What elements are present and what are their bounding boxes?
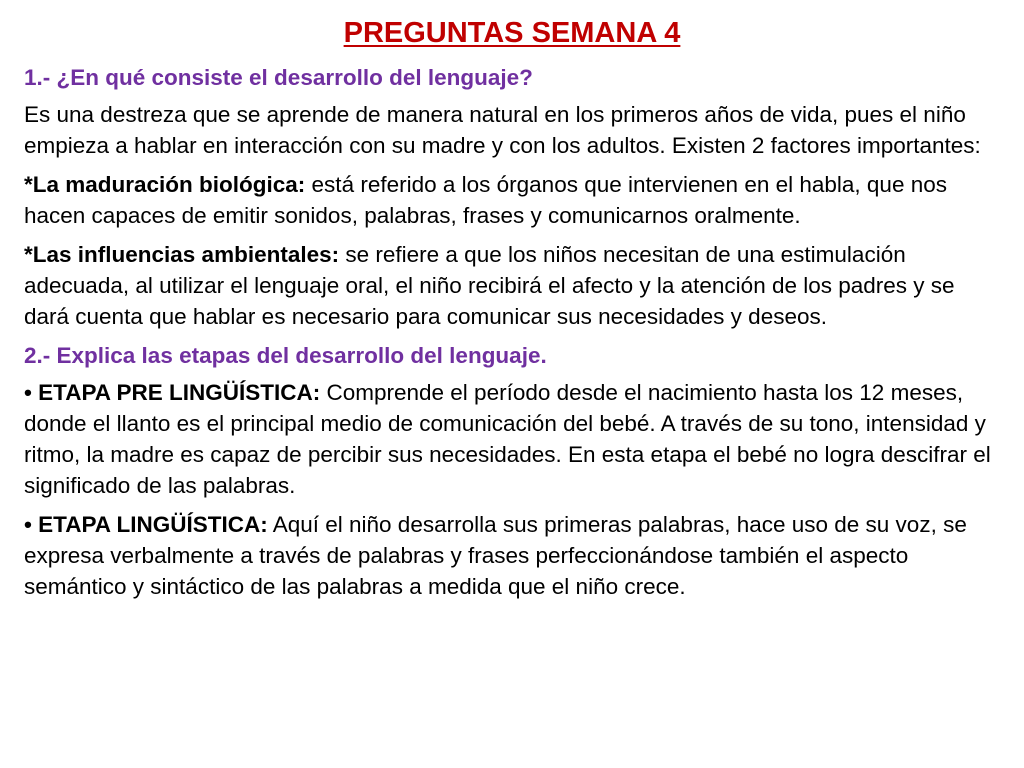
stage-prelinguistic [24, 377, 1000, 501]
question-1: 1.- ¿En qué consiste el desarrollo del lenguaje? [24, 65, 533, 90]
slide-content [24, 62, 1000, 610]
factor-environmental-text: se refiere a que los niños necesitan de una estimulación adecuada, al utilizar el lenguaje oral, el niño recibirá el afecto y la atención de los padres y se dará cuenta que hablar es necesario para comunicar sus necesidades y deseos. [24, 242, 955, 329]
factor-biological-text: está referido a los órganos que intervienen en el habla, que nos hacen capaces de emitir sonidos, palabras, frases y comunicarnos oralmente. [24, 172, 947, 228]
factor-biological-term: *La maduración biológica: [24, 172, 306, 197]
stage-linguistic-term: • ETAPA LINGÜÍSTICA: [24, 512, 268, 537]
stage-prelinguistic-term: • ETAPA PRE LINGÜÍSTICA: [24, 380, 321, 405]
stage-linguistic [24, 509, 1000, 602]
factor-environmental [24, 239, 1000, 332]
question-2: 2.- Explica las etapas del desarrollo del lenguaje. [24, 343, 547, 368]
page-title: PREGUNTAS SEMANA 4 [343, 17, 681, 49]
factor-environmental-term: *Las influencias ambientales: [24, 242, 340, 267]
stage-prelinguistic-text: Comprende el período desde el nacimiento hasta los 12 meses, donde el llanto es el principal medio de comunicación del bebé. A través de su tono, intensidad y ritmo, la madre es capaz de percibir sus necesidades. En esta etapa el bebé no logra descifrar el significado de las palabras. [24, 380, 991, 498]
answer-1-intro: Es una destreza que se aprende de manera natural en los primeros años de vida, pues el niño empieza a hablar en interacción con su madre y con los adultos. Existen 2 factores importantes: [24, 102, 981, 158]
stage-linguistic-text: Aquí el niño desarrolla sus primeras palabras, hace uso de su voz, se expresa verbalmente a través de palabras y frases perfeccionándose también el aspecto semántico y sintáctico de las palabras a medida que el niño crece. [24, 512, 967, 599]
factor-biological [24, 169, 1000, 231]
